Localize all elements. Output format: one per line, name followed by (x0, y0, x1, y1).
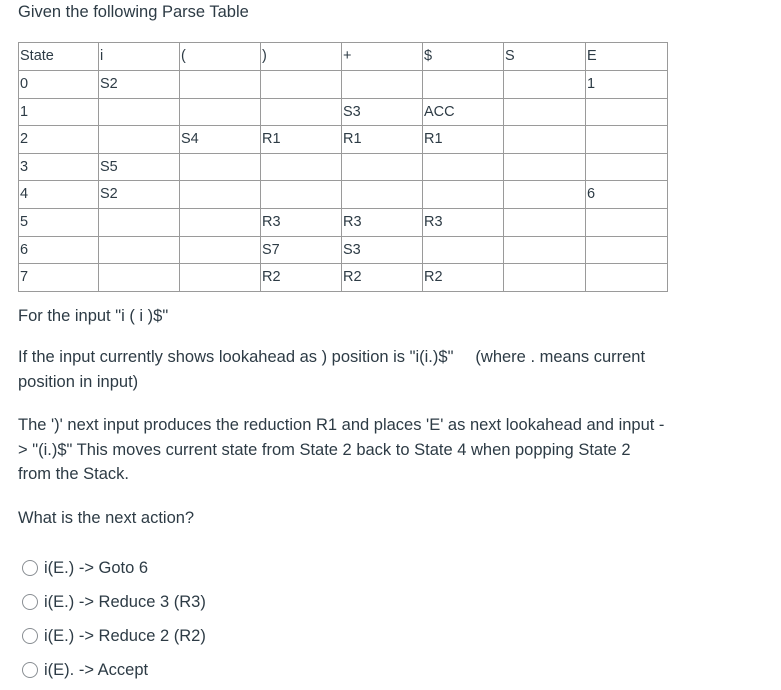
table-cell (261, 71, 342, 99)
table-cell (342, 181, 423, 209)
table-cell (504, 264, 586, 292)
lookahead-text: If the input currently shows lookahead as ) position is "i(i.)$" (18, 348, 454, 366)
table-cell: 3 (19, 153, 99, 181)
table-cell (99, 264, 180, 292)
table-cell: S3 (342, 98, 423, 126)
input-statement: For the input "i ( i )$" (18, 307, 169, 325)
table-cell: R3 (261, 208, 342, 236)
table-cell (504, 126, 586, 154)
table-cell (180, 264, 261, 292)
table-cell: S2 (99, 71, 180, 99)
table-cell (504, 98, 586, 126)
table-cell: R1 (423, 126, 504, 154)
table-cell (342, 71, 423, 99)
answer-option-label: i(E.) -> Goto 6 (44, 558, 149, 577)
table-cell (586, 98, 668, 126)
table-cell (180, 208, 261, 236)
table-cell (586, 126, 668, 154)
table-cell (586, 208, 668, 236)
table-cell: R2 (423, 264, 504, 292)
header-cell: ( (180, 43, 261, 71)
table-row (19, 71, 668, 99)
table-cell (342, 153, 423, 181)
table-cell: 6 (586, 181, 668, 209)
header-cell: E (586, 43, 668, 71)
table-cell: R2 (261, 264, 342, 292)
radio-button[interactable] (22, 560, 38, 576)
lookahead-note: (where . means current position in input) (18, 348, 646, 391)
table-cell (180, 153, 261, 181)
radio-button[interactable] (22, 628, 38, 644)
answer-options (22, 551, 206, 687)
table-cell (261, 181, 342, 209)
table-cell: S2 (99, 181, 180, 209)
table-cell (586, 236, 668, 264)
table-cell: R3 (342, 208, 423, 236)
parse-table (18, 42, 668, 292)
question-prompt: What is the next action? (18, 509, 195, 527)
table-cell (99, 208, 180, 236)
page-title: Given the following Parse Table (18, 3, 249, 21)
table-cell: R1 (261, 126, 342, 154)
table-cell (180, 71, 261, 99)
table-cell: S5 (99, 153, 180, 181)
table-cell (261, 98, 342, 126)
answer-option[interactable] (22, 619, 206, 653)
table-cell (586, 264, 668, 292)
table-cell: S4 (180, 126, 261, 154)
table-cell: ACC (423, 98, 504, 126)
table-cell (99, 98, 180, 126)
table-cell: 0 (19, 71, 99, 99)
table-cell (99, 236, 180, 264)
table-row (19, 98, 668, 126)
answer-option-label: i(E.) -> Reduce 2 (R2) (44, 626, 206, 645)
table-cell: 1 (586, 71, 668, 99)
radio-button[interactable] (22, 662, 38, 678)
table-header-row (19, 43, 668, 71)
table-cell (586, 153, 668, 181)
lookahead-statement (18, 345, 648, 394)
table-cell (423, 153, 504, 181)
table-cell: 7 (19, 264, 99, 292)
table-cell: R1 (342, 126, 423, 154)
table-cell: R3 (423, 208, 504, 236)
table-cell (423, 71, 504, 99)
table-row (19, 236, 668, 264)
table-cell (180, 236, 261, 264)
answer-option-label: i(E.) -> Reduce 3 (R3) (44, 592, 206, 611)
answer-option-label: i(E). -> Accept (44, 660, 149, 679)
table-cell (504, 208, 586, 236)
table-cell: 5 (19, 208, 99, 236)
table-cell (504, 181, 586, 209)
table-cell (180, 98, 261, 126)
table-row (19, 264, 668, 292)
header-cell: $ (423, 43, 504, 71)
radio-button[interactable] (22, 594, 38, 610)
table-cell: 6 (19, 236, 99, 264)
table-cell (180, 181, 261, 209)
table-cell (261, 153, 342, 181)
header-cell: ) (261, 43, 342, 71)
header-cell: + (342, 43, 423, 71)
table-row (19, 126, 668, 154)
table-cell (99, 126, 180, 154)
table-row (19, 181, 668, 209)
header-cell: i (99, 43, 180, 71)
answer-option[interactable] (22, 551, 206, 585)
reduction-explanation: The ')' next input produces the reduction R1 and places 'E' as next lookahead and input -> "(i.)$" This moves current state from State 2 back to State 4 when popping State 2 from the Stack. (18, 416, 665, 483)
table-cell: 2 (19, 126, 99, 154)
table-cell (423, 181, 504, 209)
answer-option[interactable] (22, 653, 206, 687)
table-cell (504, 236, 586, 264)
table-cell (504, 71, 586, 99)
table-cell (504, 153, 586, 181)
table-cell: 1 (19, 98, 99, 126)
table-cell (423, 236, 504, 264)
table-cell: 4 (19, 181, 99, 209)
table-cell: S7 (261, 236, 342, 264)
table-cell: S3 (342, 236, 423, 264)
answer-option[interactable] (22, 585, 206, 619)
table-row (19, 153, 668, 181)
table-cell: R2 (342, 264, 423, 292)
header-cell: S (504, 43, 586, 71)
table-row (19, 208, 668, 236)
header-cell: State (19, 43, 99, 71)
